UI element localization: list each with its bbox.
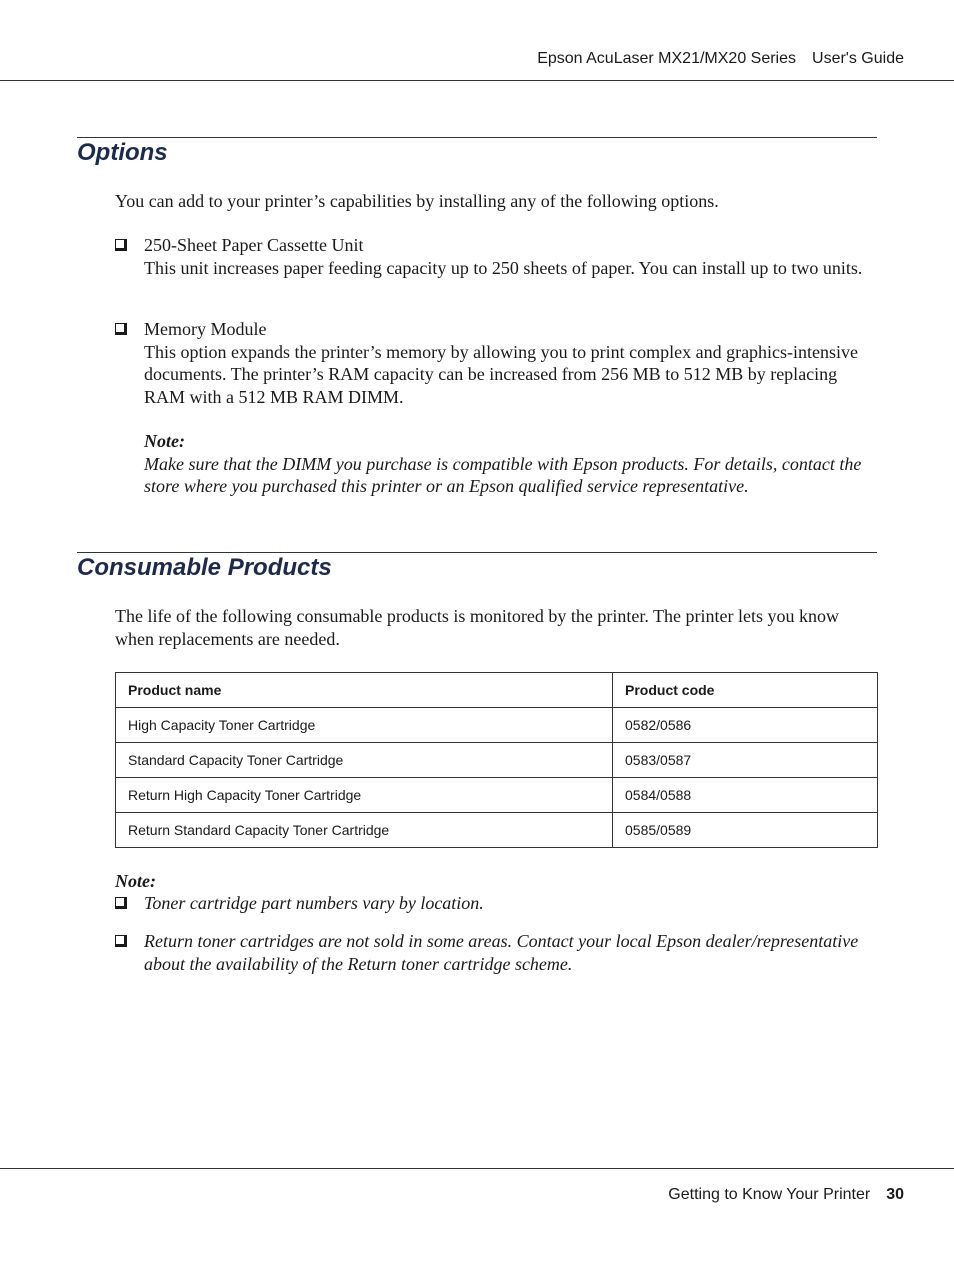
option-item-desc: This option expands the printer’s memory by allowing you to print complex and graphics-intensive documents. The printer’s RAM capacity can be increased from 256 MB to 512 MB by replacing RAM with a 512 MB RAM DIMM.: [144, 341, 859, 407]
column-header: Product name: [116, 673, 613, 708]
checkbox-bullet-icon: [115, 234, 139, 257]
options-rule: [77, 137, 877, 138]
consumables-note-title: Note:: [115, 871, 156, 891]
consumables-intro: The life of the following consumable products is monitored by the printer. The printer lets you know when replacements are needed.: [115, 606, 840, 649]
footer-chapter: Getting to Know Your Printer: [668, 1186, 871, 1203]
product-name-cell: Standard Capacity Toner Cartridge: [116, 743, 613, 778]
product-code-cell: 0582/0586: [613, 708, 878, 743]
note-item-text: Return toner cartridges are not sold in some areas. Contact your local Epson dealer/representative about the availability of the Return toner cartridge scheme.: [144, 931, 859, 974]
table-row: [116, 708, 878, 743]
column-header: Product code: [613, 673, 878, 708]
options-intro: You can add to your printer’s capabilities by installing any of the following options.: [115, 191, 719, 211]
page-footer: [668, 1186, 904, 1204]
product-code-cell: 0584/0588: [613, 778, 878, 813]
header-guide: User's Guide: [812, 50, 904, 67]
header-product: Epson AcuLaser MX21/MX20 Series: [537, 50, 797, 67]
header-rule: [0, 80, 954, 81]
table-header-row: [116, 673, 878, 708]
consumables-rule: [77, 552, 877, 553]
option-item-name: 250-Sheet Paper Cassette Unit: [144, 235, 364, 255]
checkbox-bullet-icon: [115, 892, 139, 915]
note-text: Make sure that the DIMM you purchase is compatible with Epson products. For details, contact the store where you purchased this printer or an Epson qualified service representative.: [144, 453, 862, 496]
consumables-heading: Consumable Products: [77, 554, 332, 581]
option-item-name: Memory Module: [144, 319, 267, 339]
page-number: 30: [886, 1186, 904, 1203]
note-item-text: Toner cartridge part numbers vary by location.: [144, 893, 484, 913]
consumables-note-item: [115, 892, 880, 915]
note-title: Note:: [144, 431, 185, 451]
page-header: [537, 50, 904, 68]
product-name-cell: High Capacity Toner Cartridge: [116, 708, 613, 743]
options-heading: Options: [77, 139, 168, 166]
consumables-table: [115, 672, 878, 848]
product-name-cell: Return Standard Capacity Toner Cartridge: [116, 813, 613, 848]
table-row: [116, 778, 878, 813]
option-item-desc: This unit increases paper feeding capacity up to 250 sheets of paper. You can install up to two units.: [144, 257, 863, 278]
consumables-note-item: [115, 930, 880, 975]
option-item-memory: [115, 318, 880, 408]
product-code-cell: 0583/0587: [613, 743, 878, 778]
option-item-cassette: [115, 234, 880, 279]
options-note: [144, 430, 880, 498]
checkbox-bullet-icon: [115, 318, 139, 341]
table-row: [116, 813, 878, 848]
checkbox-bullet-icon: [115, 930, 139, 953]
product-name-cell: Return High Capacity Toner Cartridge: [116, 778, 613, 813]
footer-rule: [0, 1168, 954, 1169]
product-code-cell: 0585/0589: [613, 813, 878, 848]
table-row: [116, 743, 878, 778]
